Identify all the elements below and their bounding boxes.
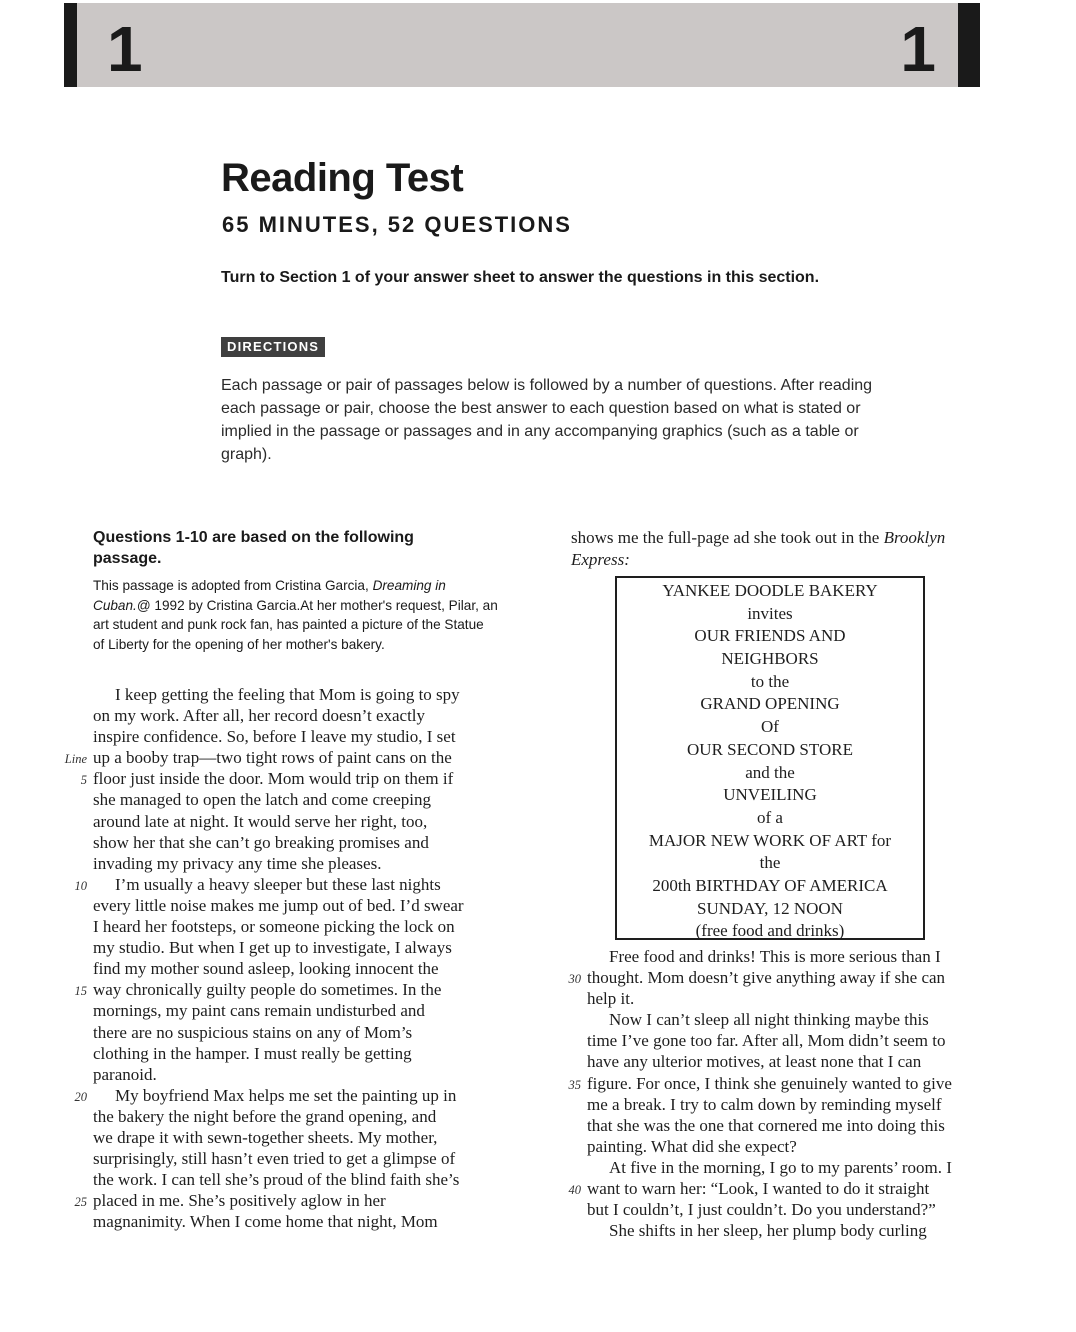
passage-line (568, 1178, 987, 1199)
line-text: have any ulterior motives, at least none that I can (587, 1052, 922, 1072)
passage-line (568, 1073, 987, 1094)
passage-line (93, 1000, 498, 1021)
ad-line: GRAND OPENING (700, 694, 840, 714)
line-text: show her that she can’t go breaking promises and (93, 832, 429, 852)
intro-book-title: Dreaming in Cuban. (93, 578, 446, 613)
passage-line (64, 747, 498, 768)
passage-line (93, 1211, 498, 1232)
passage-left-column (64, 684, 498, 1232)
passage-line (93, 1127, 498, 1148)
passage-line (93, 1169, 498, 1190)
line-text: At five in the morning, I go to my parents’ room. I (609, 1157, 952, 1177)
line-text: thought. Mom doesn’t give anything away if she can (587, 968, 946, 988)
passage-line (93, 853, 498, 874)
passage-line (93, 1106, 498, 1127)
ad-line: NEIGHBORS (721, 649, 819, 669)
line-text: my studio. But when I get up to investigate, I always (93, 938, 452, 958)
line-text: that she was the one that cornered me into doing this (587, 1115, 945, 1135)
ad-line: SUNDAY, 12 NOON (697, 898, 843, 918)
ad-line: Of (761, 717, 779, 737)
header-tab-left (64, 3, 77, 87)
line-text: placed in me. She’s positively aglow in her (93, 1191, 386, 1211)
line-number: 10 (74, 878, 87, 893)
line-text: there are no suspicious stains on any of Mom’s (93, 1022, 413, 1042)
line-text: around late at night. It would serve her right, too, (93, 811, 428, 831)
line-text: the work. I can tell she’s proud of the blind faith she’s (93, 1170, 460, 1190)
line-text: Free food and drinks! This is more serious than I (609, 947, 941, 966)
line-text: on my work. After all, her record doesn’t exactly (93, 706, 426, 726)
ad-line: OUR SECOND STORE (687, 739, 853, 759)
passage-line (587, 1009, 987, 1030)
passage-line (93, 958, 498, 979)
passage-line (93, 1148, 498, 1169)
passage-line (93, 684, 498, 705)
passage-line (587, 1051, 987, 1072)
passage-line (74, 1085, 498, 1106)
line-text: time I’ve gone too far. After all, Mom didn’t seem to (587, 1031, 946, 1051)
line-text: but I couldn’t, I just couldn’t. Do you understand?” (587, 1200, 936, 1220)
line-text: I keep getting the feeling that Mom is going to spy (115, 685, 460, 704)
line-text: find my mother sound asleep, looking innocent the (93, 959, 439, 979)
publication-name: Brooklyn Express: (571, 528, 946, 569)
ad-line: 200th BIRTHDAY OF AMERICA (652, 875, 888, 895)
passage-line (93, 811, 498, 832)
line-text: Now I can’t sleep all night thinking maybe this (609, 1010, 929, 1030)
passage-line (568, 967, 987, 988)
passage-line (93, 1064, 498, 1085)
line-text: she managed to open the latch and come creeping (93, 790, 431, 810)
passage-right-column (568, 946, 987, 1241)
ad-line: UNVEILING (723, 785, 817, 805)
line-number: 40 (568, 1183, 581, 1198)
passage-line (74, 874, 498, 895)
passage-line (93, 832, 498, 853)
passage-line (587, 1115, 987, 1136)
passage-line (93, 705, 498, 726)
page-title: Reading Test (221, 156, 464, 200)
line-text: the bakery the night before the grand opening, and (93, 1106, 437, 1126)
line-text: want to warn her: “Look, I wanted to do it straight (587, 1179, 930, 1199)
questions-heading: Questions 1-10 are based on the following passage. (93, 529, 414, 567)
header-tab-right (958, 3, 980, 87)
ad-line: YANKEE DOODLE BAKERY (662, 581, 878, 600)
line-text: we drape it with sewn-together sheets. My mother, (93, 1127, 438, 1147)
line-text: I’m usually a heavy sleeper but these last nights (115, 874, 441, 894)
line-number: 5 (80, 773, 87, 788)
ad-line: (free food and drinks) (695, 921, 845, 941)
passage-line (587, 946, 987, 967)
ad-line: the (759, 853, 781, 873)
passage-line (93, 937, 498, 958)
passage-line (587, 1199, 987, 1220)
line-text: clothing in the hamper. I must really be getting (93, 1043, 412, 1063)
ad-line: and the (745, 762, 795, 782)
line-text: She shifts in her sleep, her plump body curling (609, 1221, 927, 1241)
line-number: 35 (568, 1077, 581, 1092)
passage-line (93, 726, 498, 747)
passage-line (74, 979, 498, 1000)
section-number-left: 1 (107, 13, 143, 85)
passage-line (587, 988, 987, 1009)
ad-line: MAJOR NEW WORK OF ART for (648, 830, 892, 850)
line-text: invading my privacy any time she pleases. (93, 853, 382, 873)
passage-line (587, 1220, 987, 1241)
line-number: Line (64, 752, 87, 767)
line-text: painting. What did she expect? (587, 1136, 797, 1156)
page-subtitle: 65 MINUTES, 52 QUESTIONS (222, 212, 572, 237)
answer-sheet-instruction: Turn to Section 1 of your answer sheet to answer the questions in this section. (221, 269, 820, 286)
line-text: inspire confidence. So, before I leave my studio, I set (93, 727, 456, 747)
passage-line (93, 789, 498, 810)
directions-text: Each passage or pair of passages below is followed by a number of questions. After reading each passage or pair, choose the best answer to each question based on what is stated or implied in the passage or passages and in any accompanying graphics (such as a table or graph). (221, 377, 873, 463)
passage-line (587, 1030, 987, 1051)
line-number: 20 (74, 1089, 87, 1104)
passage-line (93, 916, 498, 937)
passage-line (80, 768, 498, 789)
ad-line: invites (747, 603, 793, 623)
passage-introduction (93, 576, 498, 654)
line-text: floor just inside the door. Mom would trip on them if (93, 769, 454, 789)
directions-label: DIRECTIONS (221, 337, 325, 357)
line-text: up a booby trap—two tight rows of paint cans on the (93, 748, 452, 768)
line-number: 15 (74, 984, 87, 999)
line-text: me a break. I try to calm down by reminding myself (587, 1094, 942, 1114)
section-number-right: 1 (900, 13, 936, 85)
line-text: surprisingly, still hasn’t even tried to get a glimpse of (93, 1149, 456, 1169)
line-text: paranoid. (93, 1064, 157, 1084)
line-text: figure. For once, I think she genuinely wanted to give (587, 1073, 952, 1093)
right-top-text: shows me the full-page ad she took out in the (571, 528, 884, 547)
ad-line: to the (750, 671, 790, 691)
line-number: 25 (74, 1195, 87, 1210)
line-text: My boyfriend Max helps me set the painting up in (115, 1085, 457, 1105)
ad-line: of a (757, 807, 783, 827)
line-text: way chronically guilty people do sometimes. In the (93, 980, 442, 1000)
line-text: help it. (587, 989, 635, 1009)
section-header-bar (64, 3, 980, 87)
intro-text-pre: This passage is adopted from Cristina Garcia, (93, 578, 373, 593)
passage-line (587, 1136, 987, 1157)
line-text: I heard her footsteps, or someone picking the lock on (93, 917, 455, 937)
passage-right-top (571, 527, 991, 571)
passage-line (93, 895, 498, 916)
passage-line (74, 1190, 498, 1211)
line-text: magnanimity. When I come home that night, Mom (93, 1212, 438, 1232)
ad-line: OUR FRIENDS AND (694, 626, 846, 646)
passage-line (93, 1043, 498, 1064)
line-text: mornings, my paint cans remain undisturbed and (93, 1001, 425, 1021)
passage-line (587, 1157, 987, 1178)
line-number: 30 (568, 972, 581, 987)
passage-line (93, 1022, 498, 1043)
passage-line (587, 1094, 987, 1115)
line-text: every little noise makes me jump out of bed. I’d swear (93, 895, 464, 915)
bakery-ad-box (615, 576, 925, 940)
intro-text-post: @ 1992 by Cristina Garcia.At her mother's request, Pilar, an art student and punk rock fan, has painted a picture of the Statue of Liberty for the opening of her mother's bakery. (93, 597, 498, 652)
